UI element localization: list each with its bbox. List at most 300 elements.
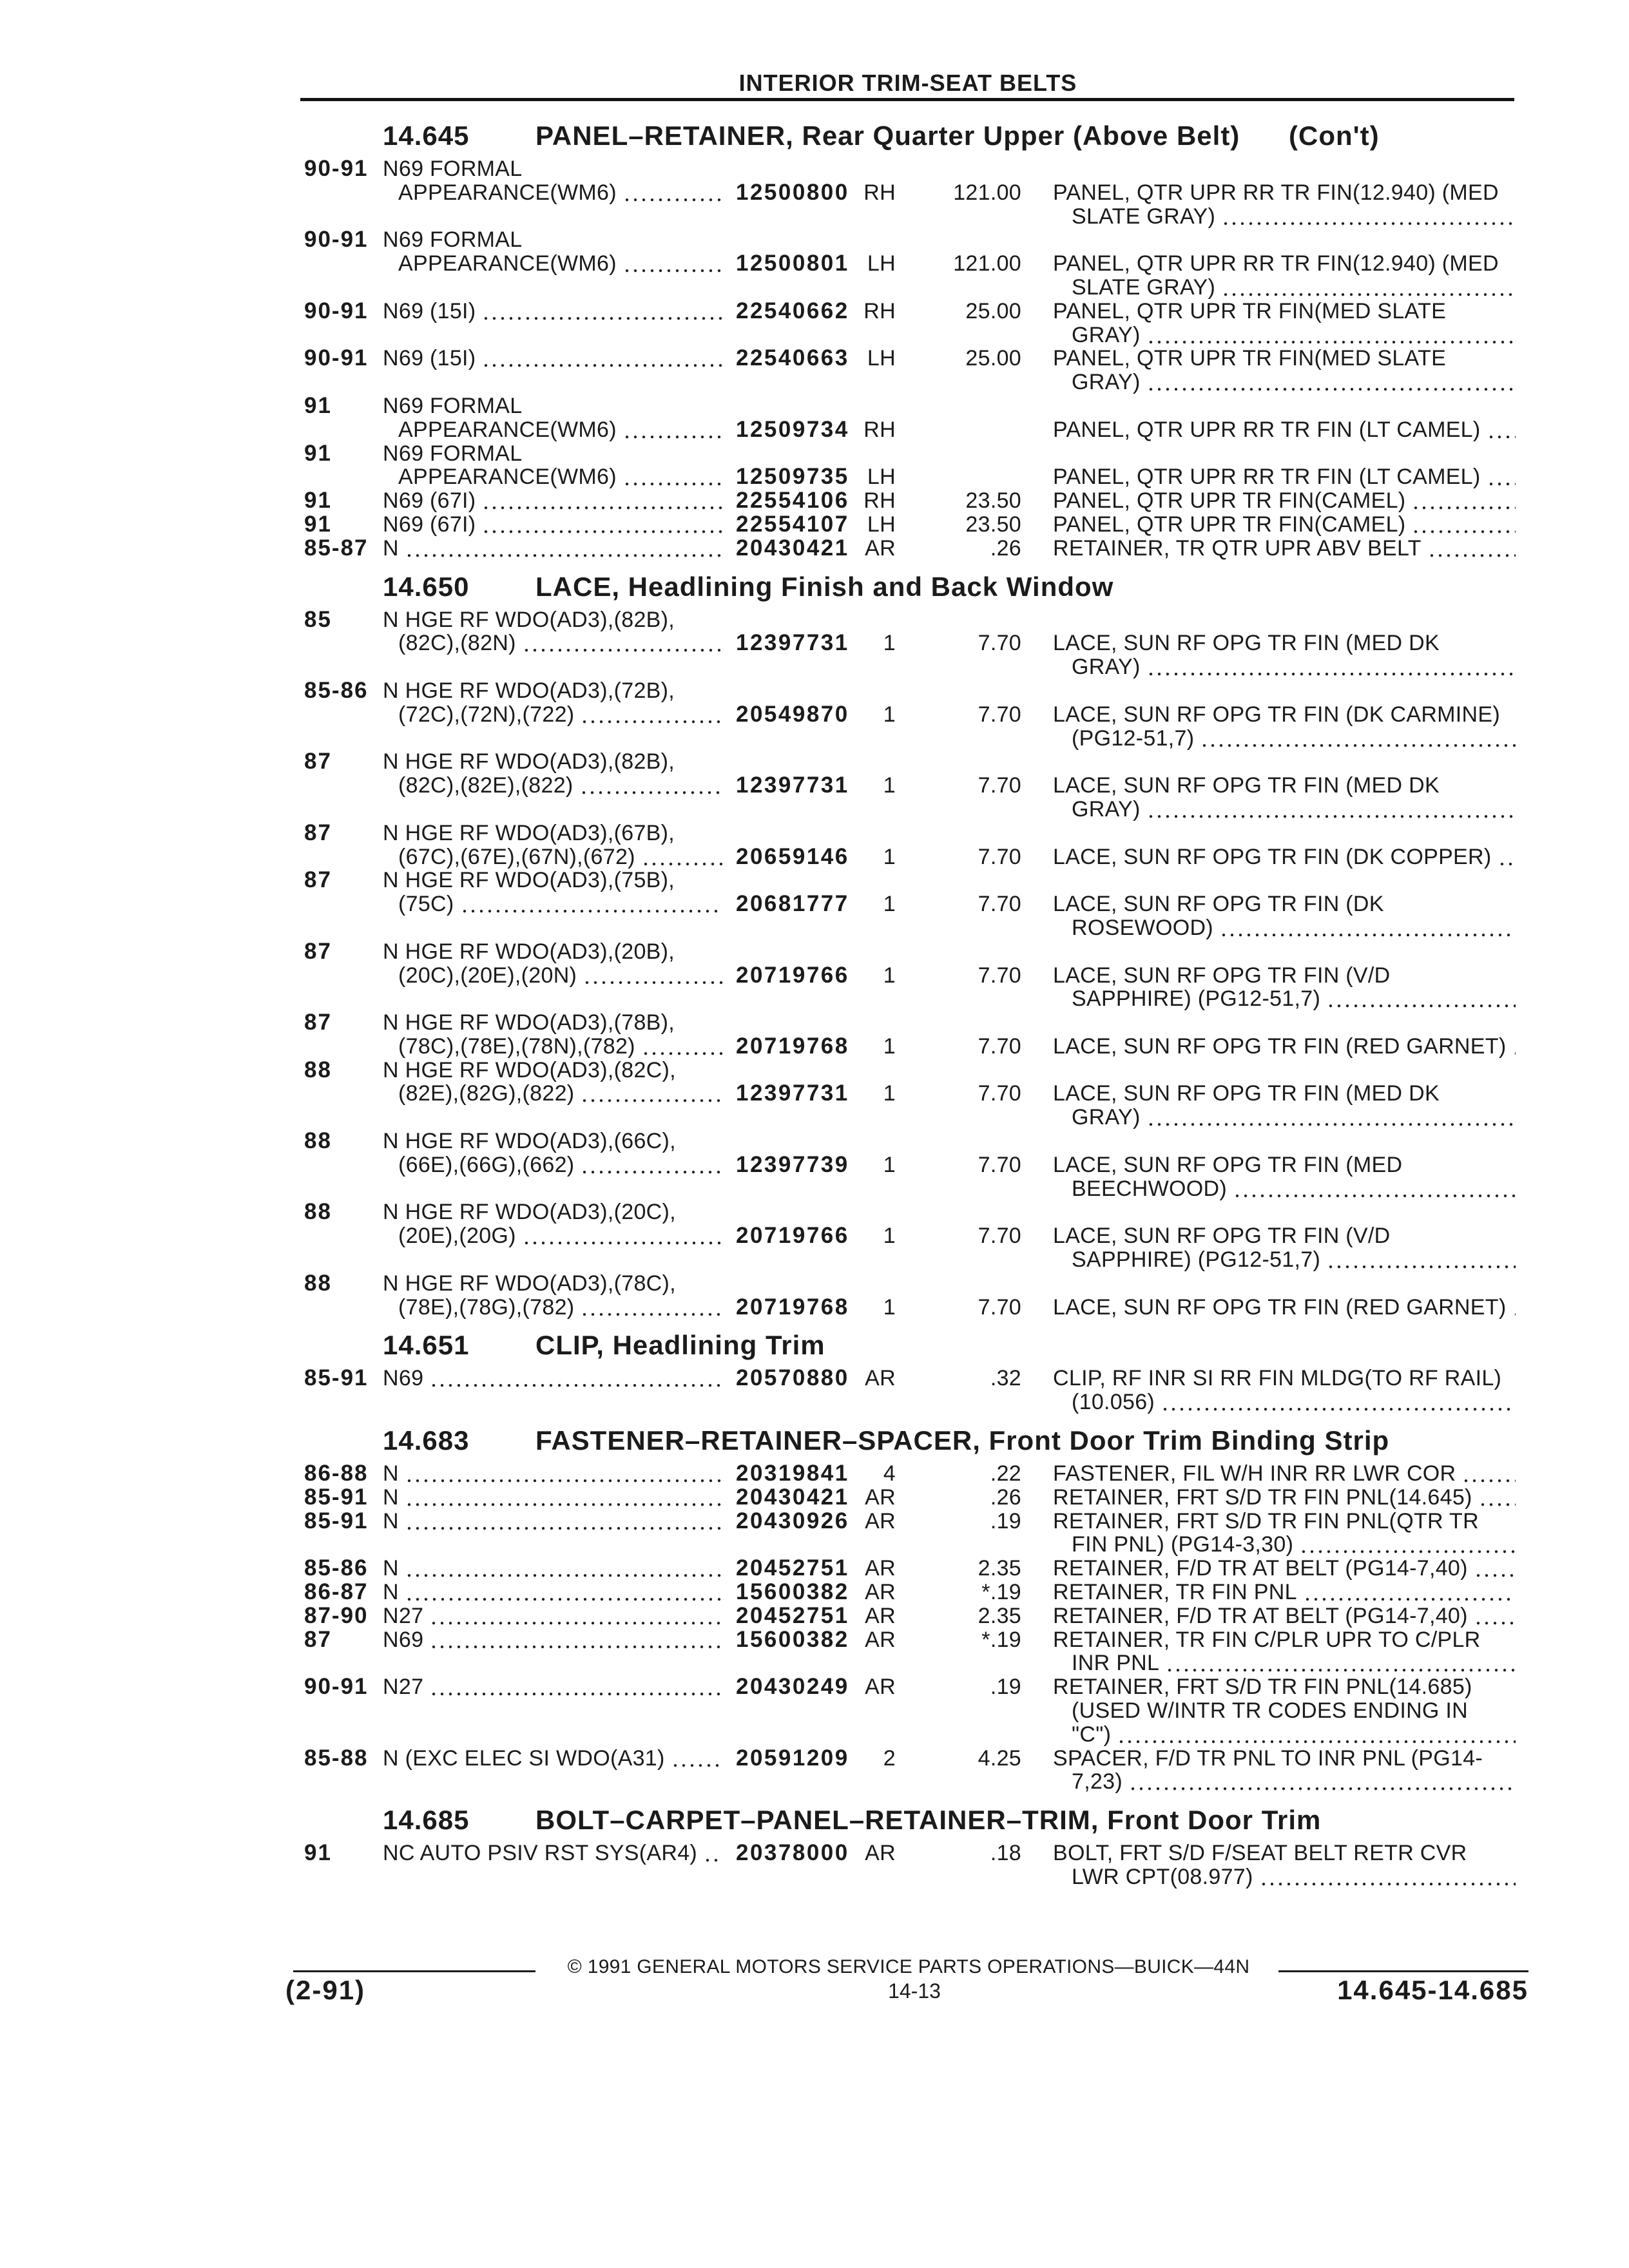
section-header — [0, 120, 1629, 152]
dot-leader — [1487, 465, 1516, 489]
description-text: (82E),(82G),(822) — [398, 1082, 575, 1106]
dot-leader — [642, 845, 723, 869]
footer-copyright: © 1991 GENERAL MOTORS SERVICE PARTS OPERATIONS—BUICK—44N — [567, 1956, 1250, 1977]
part-name — [1053, 1153, 1516, 1177]
quantity: AR — [865, 1366, 896, 1391]
part-entry — [0, 1059, 1629, 1129]
part-name-text: RETAINER, TR FIN PNL — [1053, 1581, 1297, 1604]
part-entry — [0, 228, 1629, 299]
part-number: 15600382 — [736, 1579, 849, 1605]
entry-line-continuation — [0, 1533, 1629, 1557]
part-entry — [0, 537, 1629, 561]
part-entry — [0, 1462, 1629, 1486]
description — [383, 679, 723, 703]
entry-line-main — [0, 1604, 1629, 1628]
price: 7.70 — [978, 773, 1021, 798]
dot-leader — [1222, 276, 1516, 300]
description — [398, 631, 723, 655]
part-number: 20430421 — [736, 535, 849, 561]
part-name — [1053, 1604, 1516, 1628]
description — [398, 1224, 723, 1248]
dot-leader — [1147, 323, 1516, 347]
entry-line-main — [0, 1082, 1629, 1106]
quantity: 1 — [883, 1033, 896, 1059]
dot-leader — [1147, 655, 1516, 679]
part-number: 20719768 — [736, 1033, 849, 1059]
part-entry — [0, 1510, 1629, 1557]
description — [383, 347, 723, 370]
entry-line-continuation — [0, 916, 1629, 940]
quantity: AR — [865, 1603, 896, 1628]
price: 7.70 — [978, 1224, 1021, 1249]
entry-line-main — [0, 1153, 1629, 1177]
entry-line — [0, 442, 1629, 466]
entry-line-continuation — [0, 1865, 1629, 1889]
part-name — [1053, 845, 1516, 869]
entry-line-main — [0, 418, 1629, 442]
model-years: 88 — [304, 1270, 332, 1296]
dot-leader — [581, 1296, 723, 1320]
part-name-text: FIN PNL) (PG14-3,30) — [1072, 1533, 1294, 1557]
part-number: 20549870 — [736, 701, 849, 727]
description — [383, 394, 723, 418]
part-name-text: RETAINER, TR FIN C/PLR UPR TO C/PLR — [1053, 1628, 1481, 1652]
part-name — [1053, 1510, 1516, 1533]
part-name — [1053, 537, 1516, 561]
part-name — [1053, 1082, 1516, 1106]
description-text: N69 FORMAL — [383, 228, 523, 253]
entry-line-main — [0, 1486, 1629, 1510]
entry-line-main — [0, 252, 1629, 276]
description — [383, 1557, 723, 1581]
description-text: (72C),(72N),(722) — [398, 702, 575, 727]
part-number: 20430926 — [736, 1508, 849, 1533]
part-number: 12500801 — [736, 251, 849, 276]
price: .26 — [990, 1485, 1021, 1510]
dot-leader — [1147, 370, 1516, 394]
part-name-continuation — [1072, 370, 1516, 394]
part-name — [1053, 1747, 1516, 1771]
part-name — [1053, 1628, 1516, 1652]
part-entry — [0, 513, 1629, 537]
quantity: 1 — [883, 773, 896, 798]
part-number: 20570880 — [736, 1365, 849, 1391]
description-text: N69 — [383, 1628, 424, 1652]
dot-leader — [461, 892, 723, 916]
entry-line-continuation — [0, 987, 1629, 1011]
description-text: (66E),(66G),(662) — [398, 1153, 575, 1177]
entry-line-continuation — [0, 1248, 1629, 1272]
dot-leader — [1161, 1390, 1516, 1414]
dot-leader — [1233, 1177, 1516, 1201]
quantity: LH — [867, 512, 896, 537]
part-name-text: PANEL, QTR UPR RR TR FIN (LT CAMEL) — [1053, 418, 1481, 442]
part-name-continuation — [1072, 1651, 1516, 1675]
dot-leader — [405, 1486, 723, 1510]
model-years: 90-91 — [304, 156, 369, 181]
entry-line-main — [0, 537, 1629, 561]
part-name-text: RETAINER, FRT S/D TR FIN PNL(14.645) — [1053, 1485, 1472, 1510]
description-text: N HGE RF WDO(AD3),(82C), — [383, 1058, 676, 1082]
dot-leader — [1260, 1865, 1516, 1889]
part-name-text: LACE, SUN RF OPG TR FIN (MED — [1053, 1153, 1403, 1177]
description-text: N69 FORMAL — [383, 157, 523, 181]
dot-leader — [430, 1628, 723, 1652]
description — [398, 774, 723, 798]
dot-leader — [1487, 418, 1516, 442]
entry-line-main — [0, 1367, 1629, 1390]
entry-line — [0, 228, 1629, 252]
entry-line-continuation — [0, 276, 1629, 300]
part-number: 15600382 — [736, 1626, 849, 1652]
entry-line-main — [0, 964, 1629, 988]
quantity: RH — [863, 417, 896, 442]
description-text: N69 — [383, 1367, 424, 1391]
description — [383, 1604, 723, 1628]
price: 7.70 — [978, 963, 1021, 988]
dot-leader — [430, 1675, 723, 1699]
model-years: 90-91 — [304, 298, 369, 323]
entry-line-main — [0, 703, 1629, 727]
part-entry — [0, 1628, 1629, 1676]
entry-line-continuation — [0, 1106, 1629, 1129]
description-text: N HGE RF WDO(AD3),(82B), — [383, 608, 675, 632]
quantity: AR — [865, 1485, 896, 1510]
dot-leader — [1200, 727, 1516, 751]
dot-leader — [430, 1604, 723, 1628]
entry-line-continuation — [0, 1390, 1629, 1414]
entry-line-main — [0, 1224, 1629, 1248]
description — [383, 1367, 723, 1390]
price: 7.70 — [978, 702, 1021, 727]
part-name-text: ROSEWOOD) — [1072, 916, 1213, 940]
price: 7.70 — [978, 892, 1021, 917]
entry-line — [0, 608, 1629, 632]
part-number: 12500800 — [736, 179, 849, 205]
part-name — [1053, 418, 1516, 442]
description — [398, 845, 723, 869]
part-name-text: (PG12-51,7) — [1072, 726, 1195, 751]
dot-leader — [405, 1581, 723, 1604]
dot-leader — [1462, 1462, 1516, 1486]
entry-line-main — [0, 1035, 1629, 1059]
description-text: APPEARANCE(WM6) — [398, 180, 617, 205]
dot-leader — [405, 537, 723, 561]
part-name-continuation — [1072, 655, 1516, 679]
part-name-text: SLATE GRAY) — [1072, 275, 1216, 300]
part-name-text: PANEL, QTR UPR TR FIN(MED SLATE — [1053, 299, 1447, 323]
part-name — [1053, 252, 1516, 276]
description-text: N69 FORMAL — [383, 394, 523, 418]
section-title: PANEL–RETAINER, Rear Quarter Upper (Above Belt) — [535, 120, 1240, 151]
entry-line-main — [0, 1628, 1629, 1652]
entry-line-main — [0, 347, 1629, 370]
dot-leader — [1300, 1533, 1516, 1557]
price: 23.50 — [965, 512, 1021, 537]
price: 7.70 — [978, 1294, 1021, 1320]
dot-leader — [1147, 798, 1516, 822]
part-entry — [0, 679, 1629, 750]
entry-line-continuation — [0, 1177, 1629, 1201]
dot-leader — [1117, 1723, 1516, 1747]
part-name-continuation — [1072, 1177, 1516, 1201]
description — [383, 442, 723, 466]
part-number: 12397731 — [736, 773, 849, 798]
part-name — [1053, 300, 1516, 323]
price: *.19 — [981, 1580, 1021, 1605]
part-name-text: RETAINER, FRT S/D TR FIN PNL(14.685) — [1053, 1675, 1472, 1700]
entry-line-main — [0, 631, 1629, 655]
description — [398, 465, 723, 489]
part-name-text: PANEL, QTR UPR RR TR FIN(12.940) (MED — [1053, 180, 1499, 205]
part-number: 20452751 — [736, 1602, 849, 1628]
model-years: 87-90 — [304, 1602, 369, 1628]
dot-leader — [482, 347, 723, 370]
part-name-continuation — [1072, 987, 1516, 1011]
part-name-text: LACE, SUN RF OPG TR FIN (RED GARNET) — [1053, 1034, 1507, 1059]
model-years: 86-88 — [304, 1461, 369, 1486]
model-years: 85-88 — [304, 1745, 369, 1771]
description-text: N HGE RF WDO(AD3),(78B), — [383, 1011, 675, 1035]
part-name — [1053, 181, 1516, 205]
description-text: N HGE RF WDO(AD3),(20B), — [383, 939, 675, 964]
part-entry — [0, 869, 1629, 939]
description-text: (20C),(20E),(20N) — [398, 963, 577, 988]
quantity: 1 — [883, 631, 896, 656]
part-name-text: LACE, SUN RF OPG TR FIN (V/D — [1053, 1224, 1391, 1249]
part-name — [1053, 1486, 1516, 1510]
page-number: 14-13 — [888, 1979, 941, 2003]
description — [398, 703, 723, 727]
part-name-text: INR PNL — [1072, 1651, 1160, 1676]
part-name-text: LACE, SUN RF OPG TR FIN (DK COPPER) — [1053, 845, 1492, 869]
entry-line-main — [0, 465, 1629, 489]
part-number: 22554107 — [736, 511, 849, 537]
description — [398, 1296, 723, 1320]
model-years: 87 — [304, 820, 332, 845]
description — [383, 940, 723, 964]
part-name-continuation — [1072, 1699, 1516, 1723]
description-text: N HGE RF WDO(AD3),(66C), — [383, 1129, 676, 1153]
entry-line-main — [0, 1581, 1629, 1604]
entry-line — [0, 940, 1629, 964]
part-name-text: LACE, SUN RF OPG TR FIN (DK — [1053, 892, 1384, 916]
dot-leader — [581, 703, 723, 727]
description-text: (20E),(20G) — [398, 1224, 516, 1249]
entry-line — [0, 394, 1629, 418]
price: 7.70 — [978, 844, 1021, 869]
part-name-text: GRAY) — [1072, 323, 1141, 347]
part-entry — [0, 1675, 1629, 1746]
part-name-text: GRAY) — [1072, 655, 1141, 679]
part-name — [1053, 513, 1516, 537]
part-name — [1053, 1581, 1516, 1604]
section-number: 14.651 — [383, 1330, 470, 1361]
part-name-text: (USED W/INTR TR CODES ENDING IN — [1072, 1699, 1469, 1723]
description-text: N27 — [383, 1604, 424, 1628]
quantity: AR — [865, 1627, 896, 1652]
model-years: 85-91 — [304, 1508, 369, 1533]
dot-leader — [1222, 205, 1516, 229]
dot-leader — [405, 1557, 723, 1581]
part-name-text: GRAY) — [1072, 370, 1141, 394]
entry-line — [0, 157, 1629, 181]
model-years: 91 — [304, 440, 332, 466]
part-name-text: PANEL, QTR UPR TR FIN(MED SLATE — [1053, 347, 1447, 371]
dot-leader — [1327, 987, 1516, 1011]
section-title: CLIP, Headlining Trim — [535, 1330, 825, 1361]
part-entry — [0, 1129, 1629, 1200]
price — [928, 418, 1021, 442]
description — [383, 1200, 723, 1224]
part-name-text: SLATE GRAY) — [1072, 204, 1216, 229]
page-range: 14.645-14.685 — [1337, 1975, 1528, 2005]
entry-line-main — [0, 1510, 1629, 1533]
part-entry — [0, 1604, 1629, 1628]
description — [383, 1581, 723, 1604]
description-text: N HGE RF WDO(AD3),(75B), — [383, 869, 675, 893]
part-name-continuation — [1072, 916, 1516, 940]
model-years: 87 — [304, 1010, 332, 1035]
part-name-text: SAPPHIRE) (PG12-51,7) — [1072, 987, 1321, 1012]
description-text: N — [383, 1485, 399, 1510]
description-text: N — [383, 1509, 399, 1533]
description-text: N HGE RF WDO(AD3),(82B), — [383, 750, 675, 774]
quantity: 2 — [883, 1745, 896, 1771]
entry-line-main — [0, 1747, 1629, 1771]
section-number: 14.645 — [383, 120, 470, 151]
part-entry — [0, 489, 1629, 513]
quantity: 1 — [883, 702, 896, 727]
part-name-text: LACE, SUN RF OPG TR FIN (MED DK — [1053, 774, 1440, 798]
section-number: 14.650 — [383, 571, 470, 602]
price: 2.35 — [978, 1603, 1021, 1628]
part-entry — [0, 750, 1629, 821]
quantity: 1 — [883, 892, 896, 917]
part-name — [1053, 1367, 1516, 1390]
entry-line-continuation — [0, 798, 1629, 822]
dot-leader — [405, 1510, 723, 1533]
description-text: N69 (67I) — [383, 489, 476, 513]
continued-label: (Con't) — [1289, 120, 1380, 151]
description — [398, 252, 723, 276]
dot-leader — [482, 489, 723, 513]
part-name-text: RETAINER, TR QTR UPR ABV BELT — [1053, 536, 1422, 561]
price: .22 — [990, 1461, 1021, 1486]
part-number: 20681777 — [736, 891, 849, 917]
description-text: (82C),(82N) — [398, 631, 516, 656]
part-name — [1053, 489, 1516, 513]
price: 4.25 — [978, 1745, 1021, 1771]
part-name-text: FASTENER, FIL W/H INR RR LWR COR — [1053, 1462, 1456, 1486]
entry-line-continuation — [0, 323, 1629, 347]
model-years: 85-86 — [304, 1555, 369, 1581]
description — [383, 869, 723, 892]
part-name — [1053, 347, 1516, 370]
description-text: N — [383, 1462, 399, 1486]
dot-leader — [1129, 1770, 1516, 1794]
part-name-continuation — [1072, 1865, 1516, 1889]
model-years: 87 — [304, 938, 332, 964]
dot-leader — [482, 513, 723, 537]
entry-line-main — [0, 1296, 1629, 1320]
dot-leader — [523, 631, 723, 655]
part-name-continuation — [1072, 205, 1516, 229]
description — [383, 1059, 723, 1082]
part-entry — [0, 1367, 1629, 1414]
description — [398, 1035, 723, 1059]
part-name — [1053, 1462, 1516, 1486]
description-text: N HGE RF WDO(AD3),(67B), — [383, 821, 675, 845]
description-text: N69 (67I) — [383, 512, 476, 537]
entry-line-continuation — [0, 1699, 1629, 1723]
part-name — [1053, 1296, 1516, 1320]
price: 7.70 — [978, 631, 1021, 656]
section-header — [0, 1804, 1629, 1836]
part-name — [1053, 465, 1516, 489]
dot-leader — [1512, 1296, 1516, 1320]
part-entry — [0, 1011, 1629, 1059]
description-text: N69 (15I) — [383, 299, 476, 323]
price: .32 — [990, 1366, 1021, 1391]
price: 121.00 — [953, 251, 1021, 276]
quantity: 1 — [883, 1224, 896, 1249]
part-number: 20319841 — [736, 1461, 849, 1486]
description-text: (75C) — [398, 892, 454, 916]
description — [383, 1747, 723, 1771]
part-name-text: GRAY) — [1072, 797, 1141, 822]
part-entry — [0, 608, 1629, 679]
description-text: (82C),(82E),(822) — [398, 774, 574, 798]
dot-leader — [1412, 513, 1516, 537]
part-name — [1053, 703, 1516, 727]
entry-line — [0, 750, 1629, 774]
dot-leader — [581, 1153, 723, 1177]
model-years: 87 — [304, 1626, 332, 1652]
part-entry — [0, 1747, 1629, 1794]
description — [383, 750, 723, 774]
part-name-text: GRAY) — [1072, 1106, 1141, 1130]
description — [383, 1675, 723, 1699]
dot-leader — [1327, 1248, 1516, 1272]
entry-line-main — [0, 774, 1629, 798]
part-entry — [0, 394, 1629, 442]
page-header: INTERIOR TRIM-SEAT BELTS — [738, 70, 1077, 96]
dot-leader — [405, 1462, 723, 1486]
part-name-text: CLIP, RF INR SI RR FIN MLDG(TO RF RAIL) — [1053, 1367, 1502, 1391]
dot-leader — [1479, 1486, 1516, 1510]
description-text: N27 — [383, 1675, 424, 1700]
quantity: 1 — [883, 1294, 896, 1320]
part-number: 12509734 — [736, 416, 849, 442]
description — [383, 1272, 723, 1296]
quantity: AR — [865, 1675, 896, 1700]
dot-leader — [583, 964, 723, 988]
description-text: N69 FORMAL — [383, 441, 523, 466]
description-text: N (EXC ELEC SI WDO(A31) — [383, 1746, 665, 1771]
entry-line — [0, 1200, 1629, 1224]
part-name-text: PANEL, QTR UPR RR TR FIN(12.940) (MED — [1053, 252, 1499, 276]
section-title: BOLT–CARPET–PANEL–RETAINER–TRIM, Front Door Trim — [535, 1805, 1322, 1836]
description — [383, 489, 723, 513]
dot-leader — [1220, 916, 1516, 940]
description — [383, 1486, 723, 1510]
model-years: 90-91 — [304, 227, 369, 253]
dot-leader — [1428, 537, 1516, 561]
description-text: N — [383, 1557, 399, 1581]
part-name-continuation — [1072, 798, 1516, 822]
price: 25.00 — [965, 298, 1021, 323]
